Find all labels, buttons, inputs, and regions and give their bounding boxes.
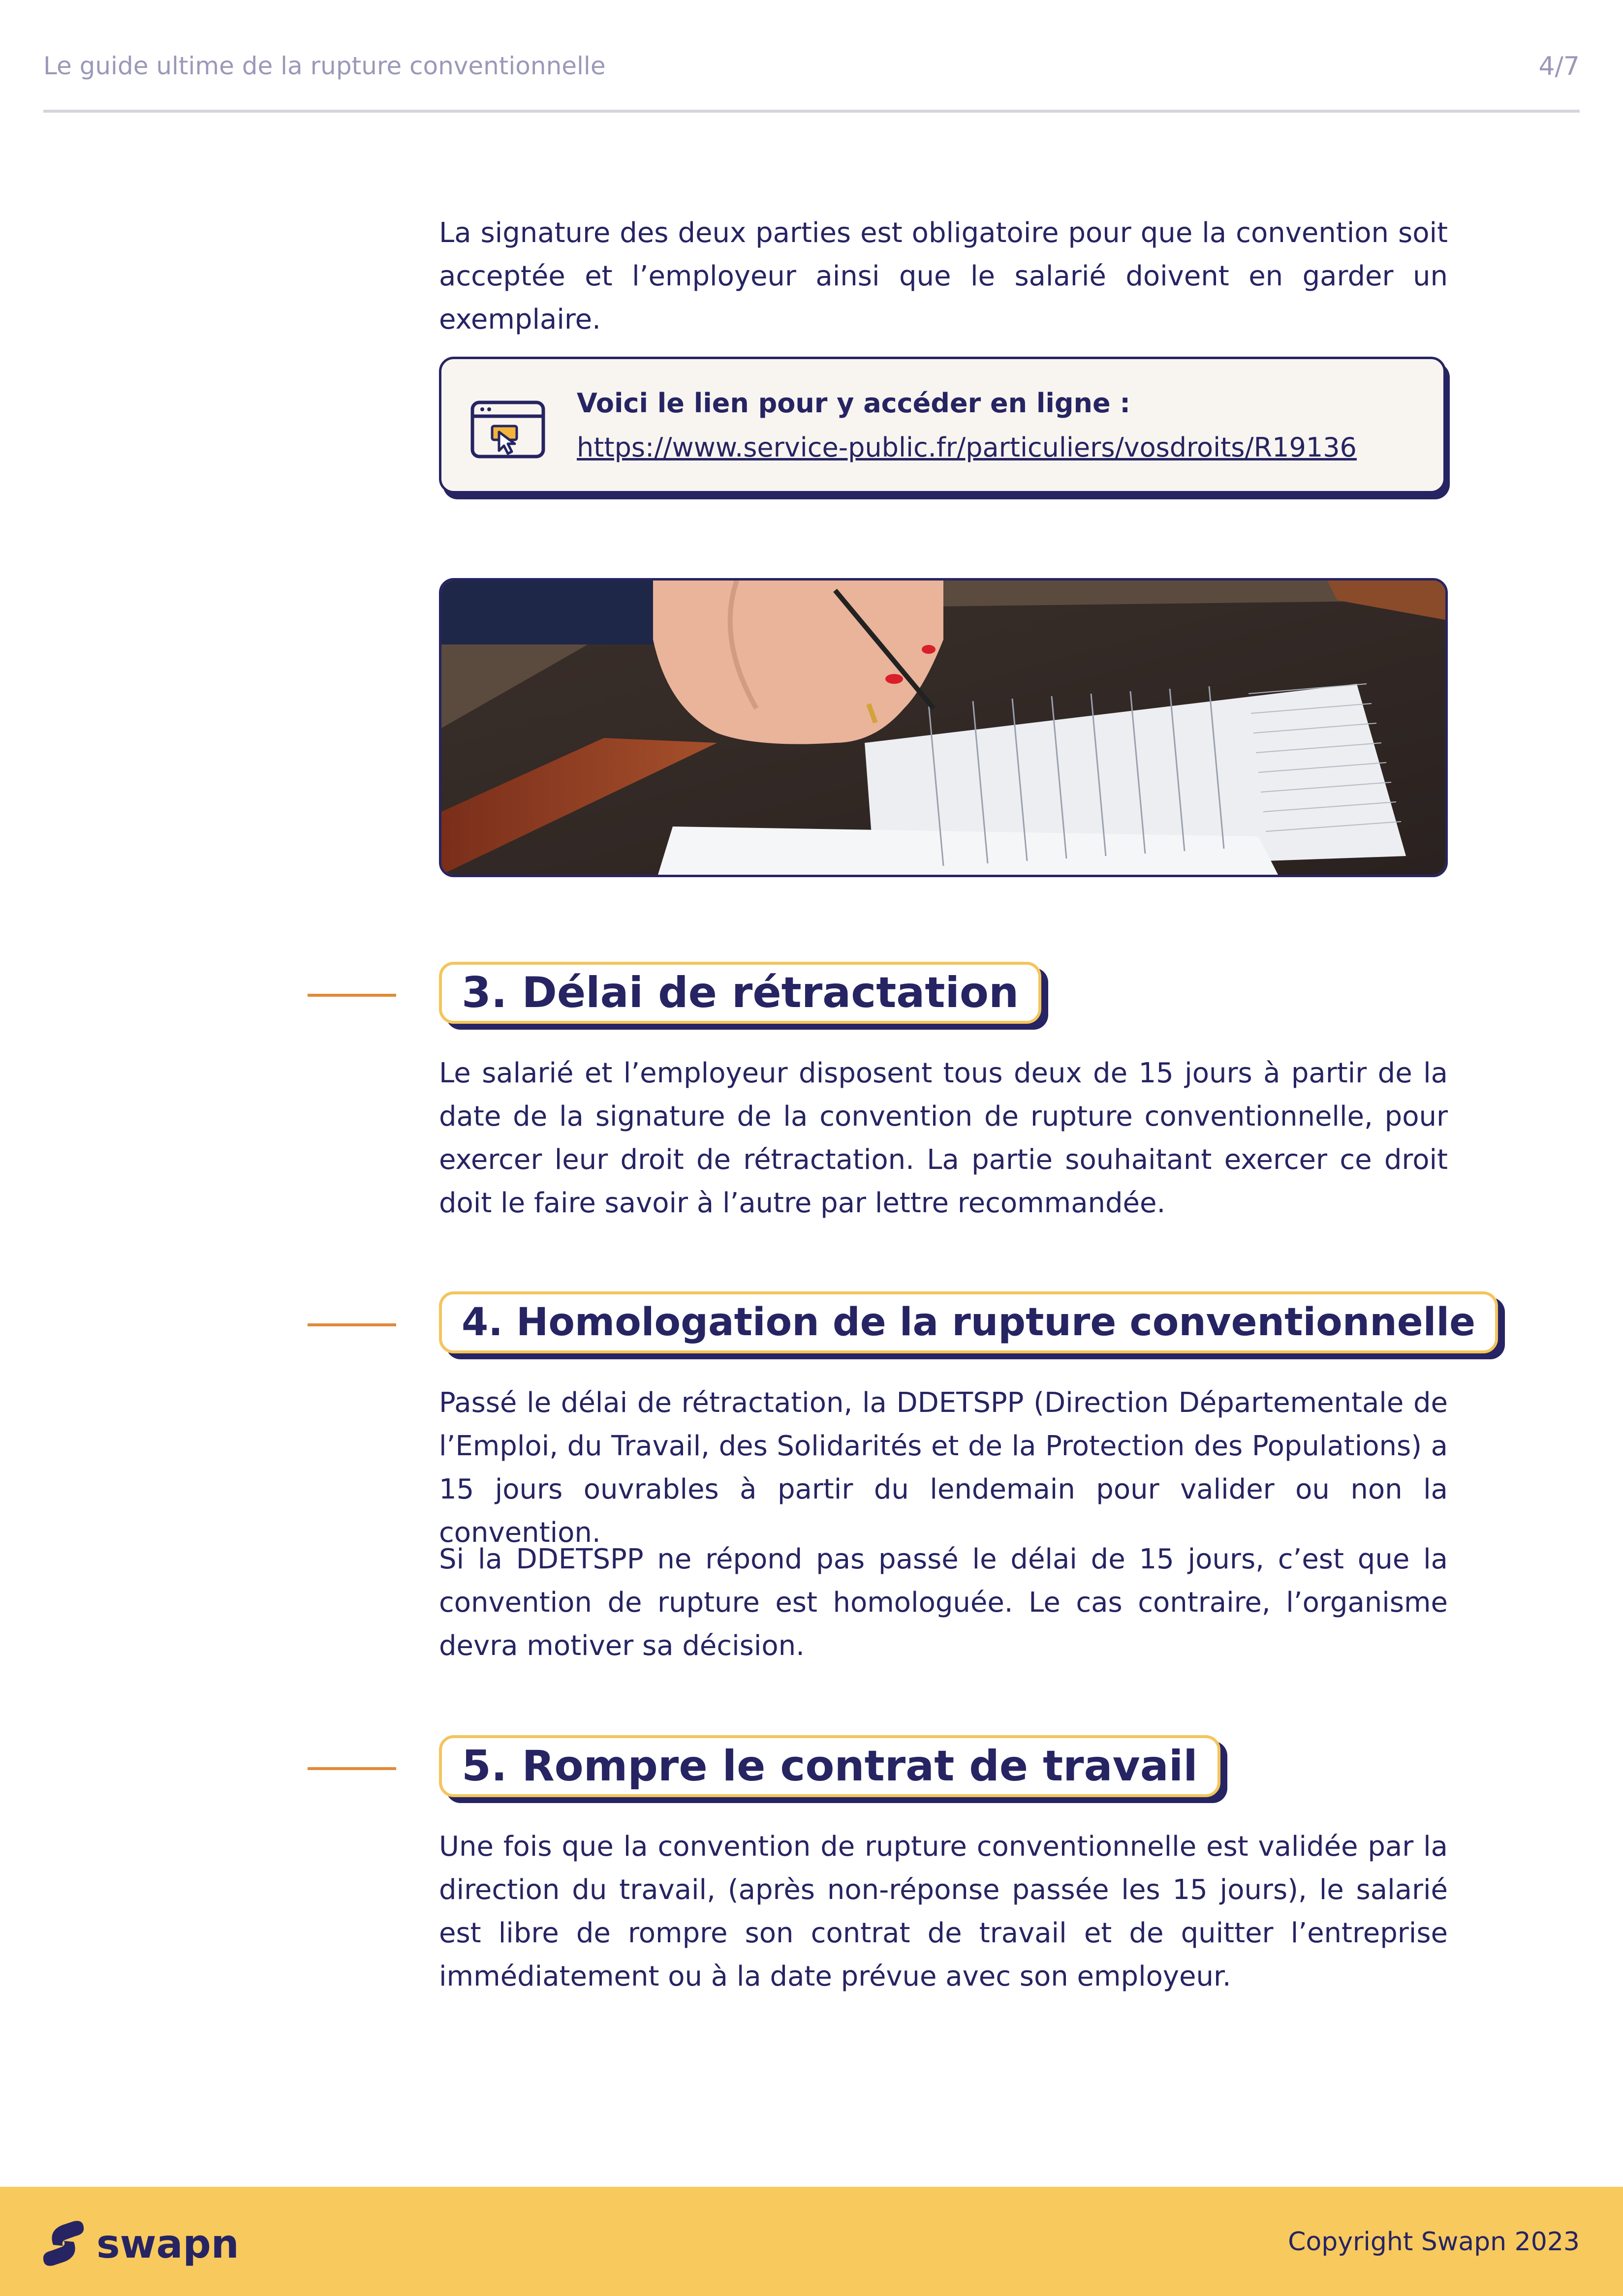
section-4-paragraph-1: Passé le délai de rétractation, la DDETSPP (Direction Départementale de l’Emploi, du Travail, des Solidarités et de la Protection des Populations) a 15 jours ouvrables à partir du lendemain pour valider ou non la convention.	[439, 1387, 1448, 1549]
signing-document-photo	[439, 578, 1448, 877]
section-marker-4	[308, 1323, 396, 1326]
section-3-paragraph: Le salarié et l’employeur disposent tous deux de 15 jours à partir de la date de la signature de la convention de rupture conventionnelle, pour exercer leur droit de rétractation. La partie souhaitant exercer ce droit doit le faire savoir à l’autre par lettre recommandée.	[439, 1057, 1448, 1219]
browser-click-icon	[468, 398, 547, 461]
section-heading-3: 3. Délai de rétractation	[439, 962, 1041, 1024]
link-callout	[439, 357, 1446, 493]
section-marker-5	[308, 1767, 396, 1770]
page-number: 4/7	[1538, 52, 1580, 81]
swapn-logo	[43, 2216, 260, 2270]
document-title: Le guide ultime de la rupture conventionnelle	[43, 52, 606, 80]
link-label: Voici le lien pour y accéder en ligne :	[577, 388, 1131, 419]
brand-name: swapn	[96, 2221, 239, 2267]
copyright: Copyright Swapn 2023	[1288, 2227, 1580, 2257]
service-public-link[interactable]: https://www.service-public.fr/particuliers/vosdroits/R19136	[577, 432, 1357, 463]
section-4-paragraph-2: Si la DDETSPP ne répond pas passé le délai de 15 jours, c’est que la convention de rupture est homologuée. Le cas contraire, l’organisme devra motiver sa décision.	[439, 1543, 1448, 1662]
section-marker-3	[308, 994, 396, 997]
page-header	[43, 47, 1580, 113]
section-heading-4: 4. Homologation de la rupture conventionnelle	[439, 1291, 1498, 1353]
intro-paragraph: La signature des deux parties est obligatoire pour que la convention soit acceptée et l’employeur ainsi que le salarié doivent en garder un exemplaire.	[439, 217, 1448, 336]
section-heading-5: 5. Rompre le contrat de travail	[439, 1735, 1220, 1797]
section-5-paragraph: Une fois que la convention de rupture conventionnelle est validée par la direction du travail, (après non-réponse passée les 15 jours), le salarié est libre de rompre son contrat de travail et de quitter l’entreprise immédiatement ou à la date prévue avec son employeur.	[439, 1831, 1448, 1992]
page-footer	[0, 2187, 1623, 2296]
